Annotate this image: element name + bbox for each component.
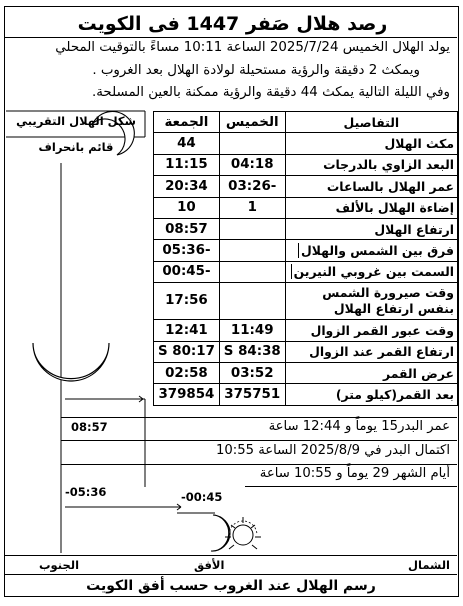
row-label-main: السمت [411, 264, 454, 280]
friday-value: 379854 [154, 384, 220, 405]
row-label: إضاءة الهلال بالألف [285, 197, 457, 218]
friday-value: 10 [154, 197, 220, 218]
header-friday: الجمعة [154, 112, 220, 133]
crescent-shape-description: قائم بانحراف [38, 140, 114, 154]
thursday-value: 84:38 S [219, 341, 285, 362]
thursday-value: -03:26 [219, 176, 285, 197]
friday-value: 11:15 [154, 154, 220, 175]
crescent-shape-header: شكل الهلال التقريبي [16, 114, 136, 128]
row-label: مكث الهلال [285, 133, 457, 154]
north-label: الشمال [408, 558, 450, 572]
diagram-lines [6, 111, 215, 553]
page-frame [4, 6, 459, 597]
south-label: الجنوب [39, 558, 80, 572]
friday-value: 08:57 [154, 218, 220, 239]
horizon-crescent-shape [211, 515, 230, 551]
large-crescent-shape [33, 343, 109, 381]
friday-value: 02:58 [154, 362, 220, 383]
altitude-label: 08:57 [71, 420, 108, 434]
thursday-value: 04:18 [219, 154, 285, 175]
friday-value: 44 [154, 133, 220, 154]
row-label: عرض القمر [285, 362, 457, 383]
row-label: وقت صيرورة الشمس بنفس ارتفاع الهلال [285, 283, 457, 320]
row-label: ارتفاع القمر عند الزوال [285, 341, 457, 362]
row-label-sub: بين غروبي النيرين [291, 264, 407, 279]
horizon-label: الأفق [194, 558, 225, 572]
friday-value: -05:36 [154, 240, 220, 261]
caption-divider [5, 574, 457, 575]
row-label-sub: بين الشمس والهلال [298, 243, 423, 258]
intro-line-3: وفي الليلة التالية يمكث 44 دقيقة والرؤية ممكنة بالعين المسلحة. [91, 85, 450, 100]
row-label-main: فرق [427, 243, 454, 259]
summary-line-1: عمر البدر15 يوماً و 12:44 ساعة [268, 419, 450, 434]
friday-value: 17:56 [154, 283, 220, 320]
row-label: وقت عبور القمر الزوال [285, 320, 457, 341]
caption: رسم الهلال عند الغروب حسب أفق الكويت [86, 578, 376, 594]
horizon-line [5, 555, 457, 556]
page-title: رصد هلال صَفر 1447 فى الكويت [77, 13, 388, 35]
summary-line-2: اكتمال البدر في 2025/8/9 الساعة 10:55 [215, 443, 450, 458]
friday-value: -00:45 [154, 261, 220, 282]
row-label: البعد الزاوي بالدرجات [285, 154, 457, 175]
friday-value: 80:17 S [154, 341, 220, 362]
summary-line-3: أيام الشهر 29 يوماً و 10:55 ساعة [259, 466, 450, 481]
difference-label: -05:36 [65, 485, 107, 499]
azimuth-label: -00:45 [181, 490, 223, 504]
friday-value: 12:41 [154, 320, 220, 341]
thursday-value: 375751 [219, 384, 285, 405]
friday-value: 20:34 [154, 176, 220, 197]
row-label: ارتفاع الهلال [285, 218, 457, 239]
header-details: التفاصيل [285, 112, 457, 133]
row-label: عمر الهلال بالساعات [285, 176, 457, 197]
intro-line-2: ويمكث 2 دقيقة والرؤية مستحيلة لولادة الهلال بعد الغروب . [92, 63, 420, 78]
intro-line-1: يولد الهلال الخميس 2025/7/24 الساعة 10:11 مساءً بالتوقيت المحلي [55, 40, 450, 55]
title-divider [5, 37, 457, 38]
header-thursday: الخميس [219, 112, 285, 133]
thursday-value: 03:52 [219, 362, 285, 383]
row-label: بعد القمر(كيلو متر) [285, 384, 457, 405]
thursday-value: 1 [219, 197, 285, 218]
thursday-value: 11:49 [219, 320, 285, 341]
